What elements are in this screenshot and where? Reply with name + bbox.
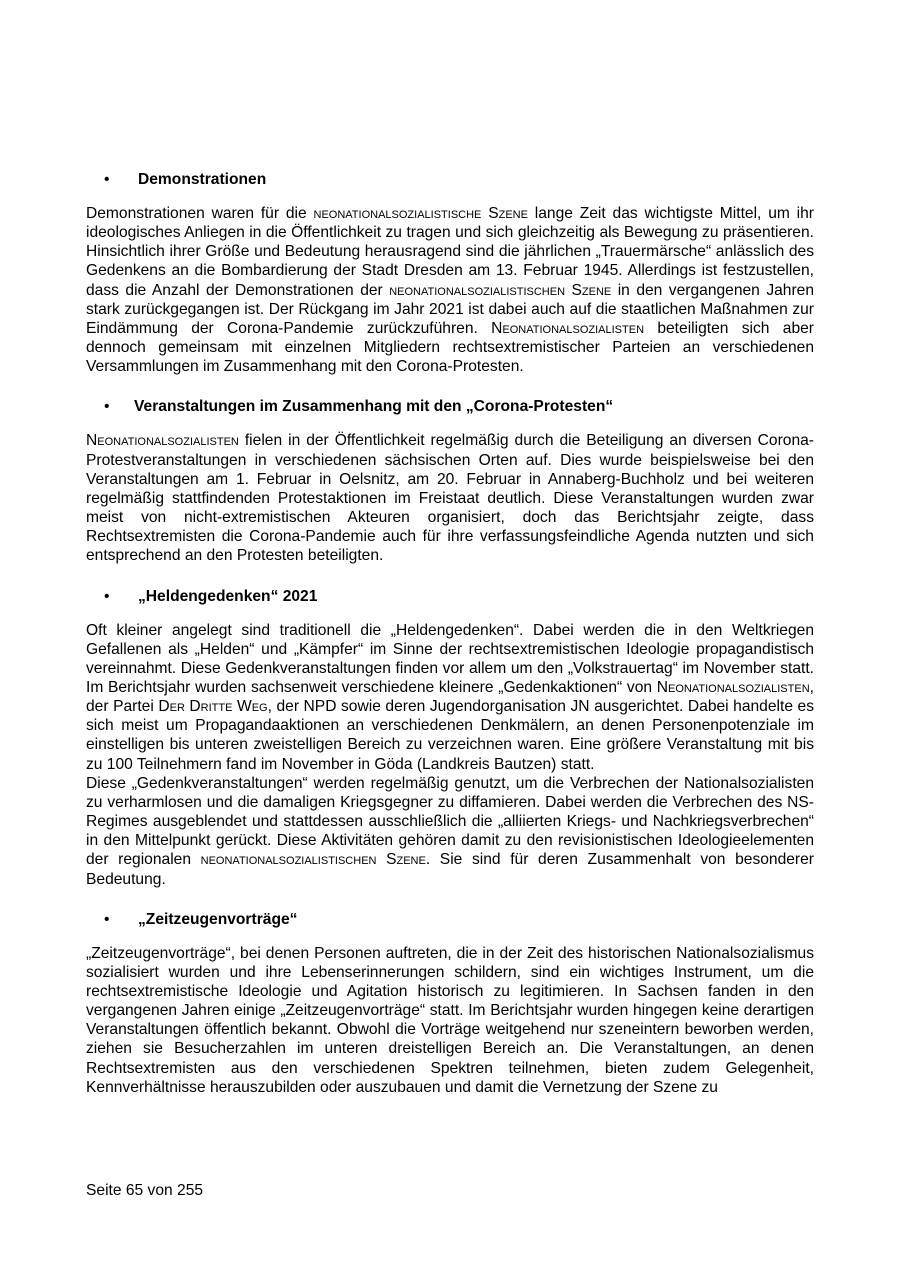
section-heading-zeitzeugenvortraege: • „Zeitzeugenvorträge“ (104, 910, 298, 928)
section-heading-heldengedenken: • „Heldengedenken“ 2021 (104, 587, 318, 605)
bullet-icon: • (104, 171, 110, 188)
paragraph: Diese „Gedenkveranstaltungen“ werden regelmäßig genutzt, um die Verbrechen der Nationalsozialisten zu verharmlosen und die damaligen Kriegsgegner zu diffamieren. Dabei werden die Verbrechen des NS-Regimes ausgeblendet und stattdessen ausschließlich die „alliierten Kriegs- und Nachkriegsverbrechen“ in den Mittelpunkt gerückt. Diese Aktivitäten gehören damit zu den revisionistischen Ideologieelementen der regionalen neonationalsozialistischen Szene. Sie sind für deren Zusammenhalt von besonderer Bedeutung. (86, 774, 814, 888)
paragraph: Neonationalsozialisten fielen in der Öffentlichkeit regelmäßig durch die Beteiligung an diversen Corona-Protestveranstaltungen in verschiedenen sächsischen Orten auf. Dies wurde beispielsweise bei den Veranstaltungen am 1. Februar in Oelsnitz, am 20. Februar in Annaberg-Buchholz und bei weiteren regelmäßig stattfindenden Protestaktionen im Freistaat deutlich. Diese Veranstaltungen wurden zwar meist von nicht-extremistischen Akteuren organisiert, doch das Berichtsjahr zeigte, dass Rechtsextremisten die Corona-Pandemie auch für ihre verfassungsfeindliche Agenda nutzten und sich entsprechend an den Protesten beteiligten. (86, 432, 814, 565)
small-caps-term: Der Dritte Weg (158, 698, 268, 716)
small-caps-term: neonationalsozialistischen Szene (200, 851, 426, 869)
small-caps-term: neonationalsozialistische Szene (313, 205, 528, 222)
small-caps-term: Neonationalsozialisten (491, 319, 645, 337)
bullet-icon: • (104, 398, 110, 416)
document-body (86, 170, 814, 1097)
page-footer: Seite 65 von 255 (86, 1182, 204, 1199)
bullet-icon: • (104, 910, 110, 928)
section-heading-demonstrationen: • Demonstrationen (104, 171, 267, 188)
small-caps-term: Neonationalsozialisten (86, 432, 239, 450)
paragraph: „Zeitzeugenvorträge“, bei denen Personen auftreten, die in der Zeit des historischen Nationalsozialismus sozialisiert wurden und ihre Lebenserinnerungen schildern, sind ein wichtiges Instrument, um die rechtsextremistische Ideologie und Agitation historisch zu legitimieren. In Sachsen fanden in den vergangenen Jahren einige „Zeitzeugenvorträge“ statt. Im Berichtsjahr wurden hingegen keine derartigen Veranstaltungen öffentlich bekannt. Obwohl die Vorträge weitgehend nur szeneintern beworben werden, ziehen sie Besucherzahlen im unteren dreistelligen Bereich an. Die Veranstaltungen, an denen Rechtsextremisten aus den verschiedenen Spektren teilnehmen, bieten zudem Gelegenheit, Kennverhältnisse herauszubilden oder auszubauen und damit die Vernetzung der Szene zu (86, 944, 814, 1096)
paragraph: Oft kleiner angelegt sind traditionell die „Heldengedenken“. Dabei werden die in den Weltkriegen Gefallenen als „Helden“ und „Kämpfer“ im Sinne der rechtsextremistischen Ideologie propagandistisch vereinnahmt. Diese Gedenkveranstaltungen finden vor allem um den „Volkstrauertag“ im November statt. Im Berichtsjahr wurden sachsenweit verschiedene kleinere „Gedenkaktionen“ von Neonationalsozialisten, der Partei Der Dritte Weg, der NPD sowie deren Jugendorganisation JN ausgerichtet. Dabei handelte es sich meist um Propagandaaktionen an verschiedenen Denkmälern, an denen Personenpotenziale im einstelligen bis unteren zweistelligen Bereich zu verzeichnen waren. Eine größere Veranstaltung mit bis zu 100 Teilnehmern fand im November in Göda (Landkreis Bautzen) statt. (86, 621, 814, 773)
small-caps-term: neonationalsozialistischen Szene (389, 281, 612, 299)
bullet-icon: • (104, 587, 110, 605)
section-heading-corona-proteste: • Veranstaltungen im Zusammenhang mit den „Corona-Protesten“ (104, 398, 614, 416)
small-caps-term: Neonationalsozialisten (656, 678, 810, 696)
paragraph: Demonstrationen waren für die neonationalsozialistische Szene lange Zeit das wichtigste Mittel, um ihr ideologisches Anliegen in die Öffentlichkeit zu tragen und sich gleichzeitig als Bewegung zu präsentieren. Hinsichtlich ihrer Größe und Bedeutung herausragend sind die jährlichen „Trauermärsche“ anlässlich des Gedenkens an die Bombardierung der Stadt Dresden am 13. Februar 1945. Allerdings ist festzustellen, dass die Anzahl der Demonstrationen der neonationalsozialistischen Szene in den vergangenen Jahren stark zurückgegangen ist. Der Rückgang im Jahr 2021 ist dabei auch auf die staatlichen Maßnahmen zur Eindämmung der Corona-Pandemie zurückzuführen. Neonationalsozialisten beteiligten sich aber dennoch gemeinsam mit einzelnen Mitgliedern rechtsextremistischer Parteien an verschiedenen Versammlungen im Zusammenhang mit den Corona-Protesten. (86, 205, 814, 376)
